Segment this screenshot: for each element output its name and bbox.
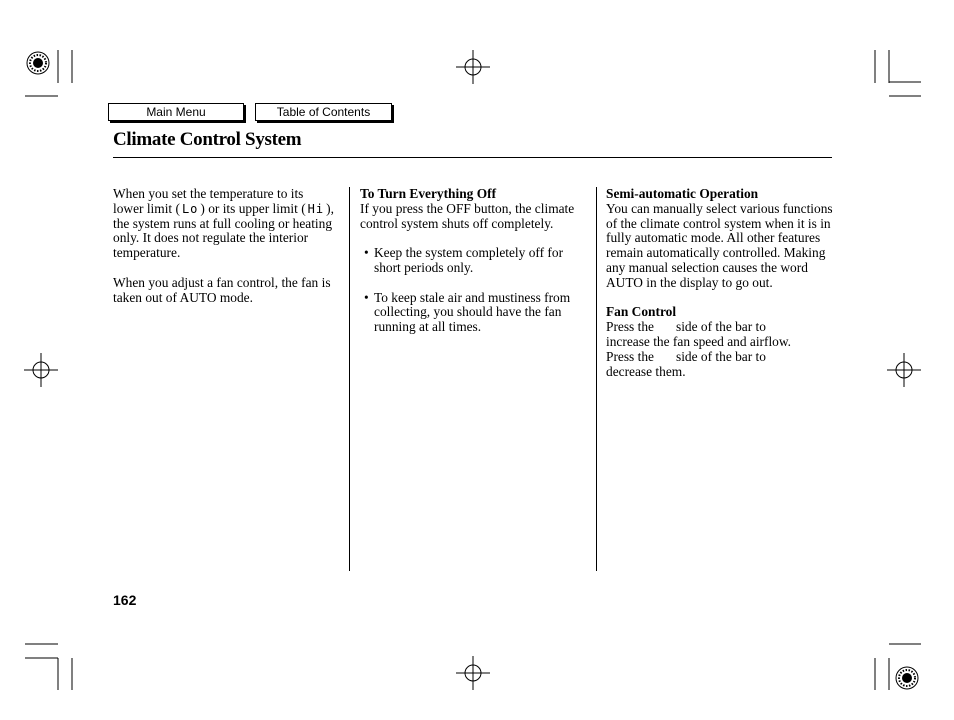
main-menu-button[interactable]: Main Menu <box>108 103 244 121</box>
page-number: 162 <box>113 592 137 608</box>
column-1 <box>113 187 337 320</box>
hi-display-symbol: Hi <box>307 201 325 216</box>
section-heading: Semi-automatic Operation <box>606 186 759 201</box>
section-heading: To Turn Everything Off <box>360 186 497 201</box>
off-button-paragraph: If you press the OFF button, the climate control system shuts off completely. <box>360 200 575 231</box>
column-divider <box>596 187 597 571</box>
semi-automatic-paragraph: You can manually select various functions of the climate control system when it is in fully automatic mode. All other features remain automatically controlled. Making any manual selection causes the word AUTO in the display to go out. <box>606 200 833 290</box>
fan-control-paragraph: Press the side of the bar to increase the fan speed and airflow. Press the side of the bar to decrease them. <box>606 319 792 379</box>
bullet-icon: • <box>364 245 369 261</box>
fan-auto-paragraph: When you adjust a fan control, the fan is taken out of AUTO mode. <box>113 274 331 305</box>
column-2 <box>360 187 586 350</box>
bullet-icon: • <box>364 289 369 305</box>
list-item: • Keep the system completely off for short periods only. <box>364 245 564 275</box>
column-divider <box>349 187 350 571</box>
lo-display-symbol: Lo <box>181 201 199 216</box>
section-heading: Fan Control <box>606 304 677 320</box>
list-item: • To keep stale air and mustiness from collecting, you should have the fan running at all times. <box>364 289 571 335</box>
title-rule <box>113 157 832 158</box>
temperature-limit-paragraph: When you set the temperature to its lower limit ( Lo ) or its upper limit ( Hi ), the system runs at full cooling or heating only. It does not regulate the interior temperature. <box>113 186 334 261</box>
column-3 <box>606 187 834 379</box>
page-title: Climate Control System <box>113 129 302 150</box>
table-of-contents-button[interactable]: Table of Contents <box>255 103 392 121</box>
